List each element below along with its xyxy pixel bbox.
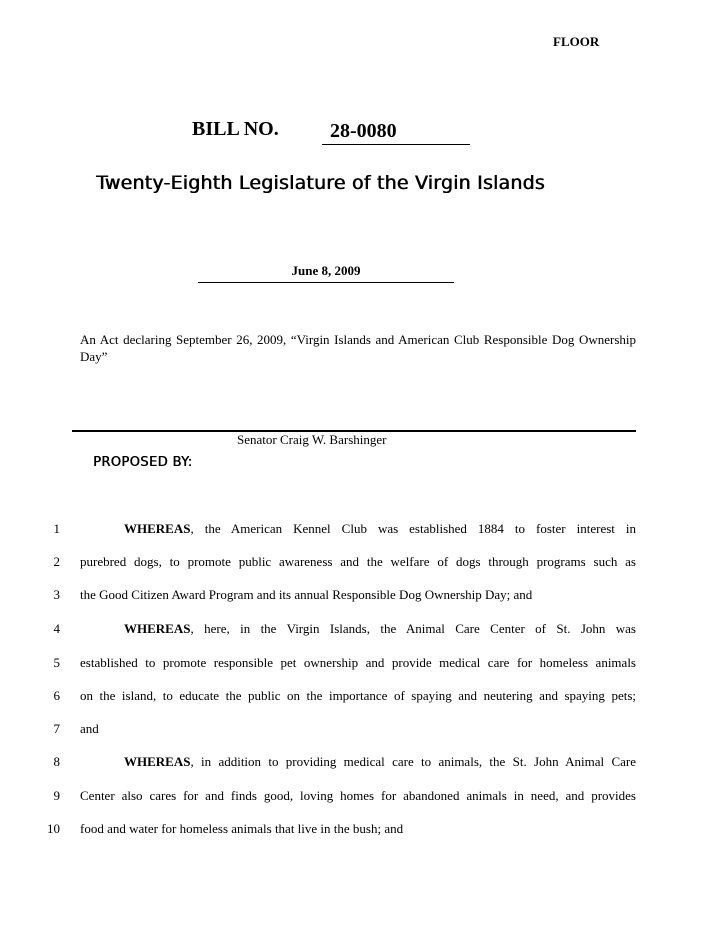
bill-line [0,587,728,605]
line-text [80,655,636,671]
bill-number-value: 28-0080 [322,118,470,145]
whereas-keyword: WHEREAS [124,521,191,536]
bill-date: June 8, 2009 [198,262,454,283]
line-content: food and water for homeless animals that live in the bush; and [80,821,404,836]
bill-line [0,554,728,572]
line-content: , the American Kennel Club was established 1884 to foster interest in [190,521,636,536]
line-content: established to promote responsible pet ownership and provide medical care for homeless animals [80,655,636,670]
bill-line [0,721,728,739]
line-number: 2 [53,554,60,569]
line-number: 5 [53,655,60,670]
legislature-heading: Twenty-Eighth Legislature of the Virgin Islands [96,172,545,194]
bill-line [0,688,728,706]
floor-label: FLOOR [553,34,600,49]
whereas-keyword: WHEREAS [124,754,191,769]
line-content: and [80,721,99,736]
line-content: the Good Citizen Award Program and its annual Responsible Dog Ownership Day; and [80,587,533,602]
line-number: 1 [53,521,60,536]
line-number: 9 [53,788,60,803]
sponsor-name: Senator Craig W. Barshinger [237,432,387,447]
line-number: 8 [53,754,60,769]
line-number: 7 [53,721,60,736]
line-number: 6 [53,688,60,703]
bill-line [0,821,728,839]
act-title: An Act declaring September 26, 2009, “Virgin Islands and American Club Responsible Dog Ownership Day” [80,332,636,364]
line-content: , in addition to providing medical care to animals, the St. John Animal Care [190,754,636,769]
whereas-keyword: WHEREAS [124,621,191,636]
line-text [80,788,636,804]
bill-line [0,754,728,772]
line-content: Center also cares for and finds good, loving homes for abandoned animals in need, and provides [80,788,636,803]
bill-line [0,621,728,639]
line-text [80,754,636,770]
line-number: 4 [53,621,60,636]
line-content: , here, in the Virgin Islands, the Animal Care Center of St. John was [190,621,636,636]
line-number: 10 [47,821,60,836]
line-text [80,621,636,637]
line-content: purebred dogs, to promote public awareness and the welfare of dogs through programs such as [80,554,636,569]
bill-number-label: BILL NO. [192,118,279,140]
line-text [80,521,636,537]
bill-line [0,655,728,673]
line-text [80,587,636,603]
line-text [80,688,636,704]
line-text [80,554,636,570]
line-text [80,721,636,737]
bill-line [0,521,728,539]
line-content: on the island, to educate the public on the importance of spaying and neutering and spaying pets; [80,688,636,703]
line-text [80,821,636,837]
proposed-by-label: PROPOSED BY: [93,455,193,470]
line-number: 3 [53,587,60,602]
bill-line [0,788,728,806]
